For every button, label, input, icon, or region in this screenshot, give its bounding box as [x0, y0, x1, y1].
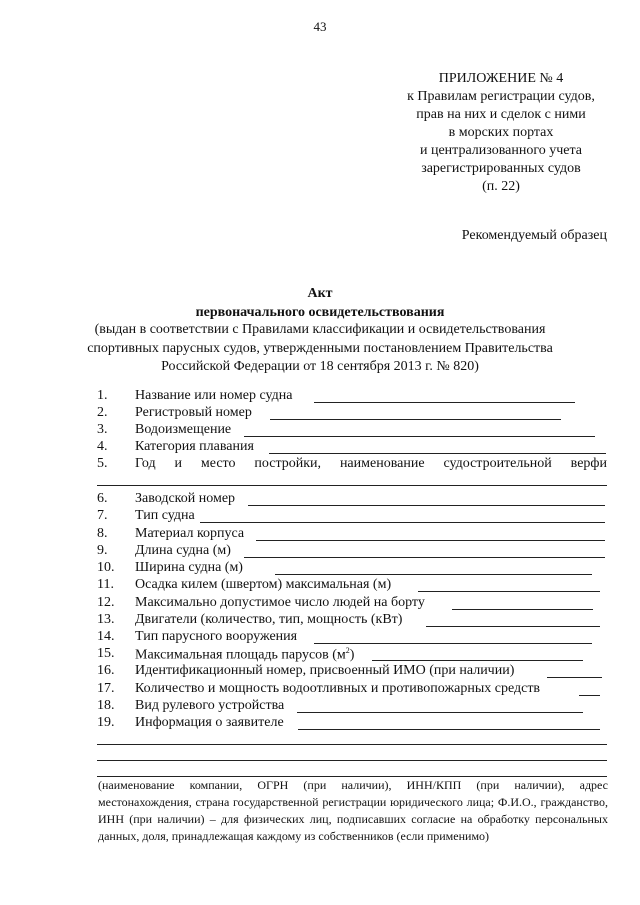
fill-line[interactable] — [314, 402, 575, 403]
fill-line[interactable] — [298, 729, 600, 730]
item-number: 5. — [97, 456, 108, 471]
footer-line: (наименование компании, ОГРН (при наличии), ИНН/КПП (при наличии), адрес — [98, 778, 608, 792]
footer-note — [98, 777, 608, 845]
item-number: 8. — [97, 526, 108, 541]
fill-line[interactable] — [314, 643, 592, 644]
item-label: Название или номер судна — [135, 388, 293, 403]
item-label: Материал корпуса — [135, 526, 245, 541]
form-item — [0, 491, 640, 509]
form-item — [0, 560, 640, 578]
act-basis-line: Российской Федерации от 18 сентября 2013 г. № 820) — [161, 359, 479, 374]
form-item — [0, 612, 640, 630]
fill-line[interactable] — [270, 419, 561, 420]
item-label: Ширина судна (м) — [135, 560, 243, 575]
fill-line[interactable] — [452, 609, 593, 610]
fill-line[interactable] — [426, 626, 600, 627]
item-word: постройки, — [254, 456, 322, 471]
item-label: Заводской номер — [135, 491, 236, 506]
form-item — [0, 405, 640, 423]
footer-line: местонахождения, страна государственной регистрации юридического лица; Ф.И.О., гражданство, — [98, 795, 608, 809]
item-number: 13. — [97, 612, 115, 627]
form-item — [0, 422, 640, 440]
item-number: 1. — [97, 388, 108, 403]
item-label: Вид рулевого устройства — [135, 698, 285, 713]
appendix-line: и централизованного учета — [419, 143, 583, 158]
fill-line[interactable] — [244, 557, 605, 558]
item-number: 2. — [97, 405, 108, 420]
footer-line: данных, доля, принадлежащая каждому из собственников (если применимо) — [98, 829, 490, 843]
form-item — [0, 681, 640, 699]
form-item — [0, 526, 640, 544]
appendix-line: в морских портах — [448, 125, 554, 140]
act-basis-line: (выдан в соответствии с Правилами классификации и освидетельствования — [94, 322, 546, 337]
item-label: Количество и мощность водоотливных и противопожарных средств — [135, 681, 541, 696]
form-item — [0, 663, 640, 681]
fill-line[interactable] — [97, 744, 607, 745]
fill-line[interactable] — [97, 485, 607, 486]
fill-line[interactable] — [244, 436, 595, 437]
form-item — [0, 543, 640, 561]
appendix-line: к Правилам регистрации судов, — [407, 89, 595, 104]
form-item — [0, 508, 640, 526]
item-number: 10. — [97, 560, 115, 575]
fill-line[interactable] — [418, 591, 600, 592]
item-number: 11. — [97, 577, 114, 592]
fill-line[interactable] — [200, 522, 605, 523]
item-label-sup: 2 — [345, 646, 350, 655]
item-number: 19. — [97, 715, 115, 730]
fill-line[interactable] — [269, 453, 606, 454]
item-label: Тип парусного вооружения — [135, 629, 298, 644]
fill-line[interactable] — [97, 760, 607, 761]
sample-note: Рекомендуемый образец — [461, 228, 607, 243]
item-number: 12. — [97, 595, 115, 610]
act-title: Акт — [307, 286, 333, 301]
form-item — [0, 577, 640, 595]
item-label-end: ) — [349, 647, 355, 663]
form-item — [0, 698, 640, 716]
act-basis-line: спортивных парусных судов, утвержденными постановлением Правительства — [87, 341, 553, 356]
appendix-line: (п. 22) — [482, 179, 520, 194]
appendix-heading: ПРИЛОЖЕНИЕ № 4 — [438, 71, 564, 86]
form-item — [0, 646, 640, 664]
item-label: Идентификационный номер, присвоенный ИМО (при наличии) — [135, 663, 515, 678]
item-word: наименование — [339, 456, 425, 471]
appendix-block — [390, 70, 612, 196]
item-number: 6. — [97, 491, 108, 506]
item-word: место — [200, 456, 236, 471]
item-number: 16. — [97, 663, 115, 678]
item-label — [135, 456, 607, 472]
item-number: 15. — [97, 646, 115, 661]
item-number: 3. — [97, 422, 108, 437]
item-label: Длина судна (м) — [135, 543, 231, 558]
item-label: Информация о заявителе — [135, 715, 284, 730]
item-label: Водоизмещение — [135, 422, 232, 437]
form-item — [0, 629, 640, 647]
fill-line[interactable] — [372, 660, 583, 661]
item-number: 9. — [97, 543, 108, 558]
item-label: Двигатели (количество, тип, мощность (кВт) — [135, 612, 403, 627]
item-word: верфи — [570, 456, 607, 471]
footer-line: ИНН (при наличии) – для физических лиц, подписавших согласие на обработку персональных — [98, 812, 608, 826]
appendix-line: прав на них и сделок с ними — [416, 107, 586, 122]
form-item — [0, 439, 640, 457]
item-label: Осадка килем (швертом) максимальная (м) — [135, 577, 392, 592]
fill-line[interactable] — [248, 505, 605, 506]
form-item — [0, 456, 640, 474]
item-label: Тип судна — [135, 508, 195, 523]
item-number: 4. — [97, 439, 108, 454]
fill-line[interactable] — [297, 712, 583, 713]
item-number: 14. — [97, 629, 115, 644]
item-word: Год — [135, 456, 156, 471]
form-item — [0, 715, 640, 733]
fill-line[interactable] — [275, 574, 592, 575]
fill-line[interactable] — [256, 540, 605, 541]
item-word: судостроительной — [443, 456, 552, 471]
appendix-line: зарегистрированных судов — [421, 161, 581, 176]
item-number: 17. — [97, 681, 115, 696]
item-label-text: Максимальная площадь парусов (м — [135, 647, 346, 663]
fill-line[interactable] — [547, 677, 602, 678]
page-number: 43 — [313, 19, 327, 34]
act-subtitle: первоначального освидетельствования — [195, 305, 445, 320]
item-label: Категория плавания — [135, 439, 254, 454]
item-number: 18. — [97, 698, 115, 713]
item-number: 7. — [97, 508, 108, 523]
form-item — [0, 595, 640, 613]
item-label: Максимально допустимое число людей на борту — [135, 595, 425, 610]
form-item — [0, 388, 640, 406]
item-label: Регистровый номер — [135, 405, 252, 420]
fill-line[interactable] — [579, 695, 600, 696]
item-label — [135, 646, 354, 664]
item-word: и — [174, 456, 182, 471]
